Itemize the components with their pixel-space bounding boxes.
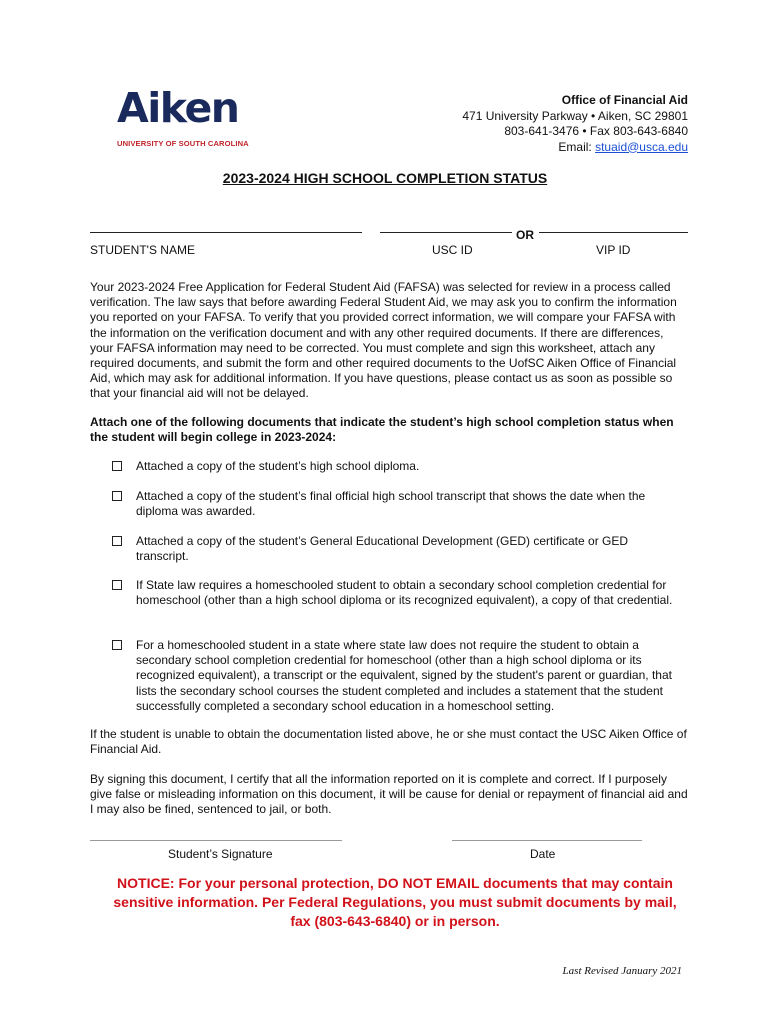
vip-id-field[interactable] — [539, 232, 688, 233]
option-text: Attached a copy of the student’s General Educational Development (GED) certificate or GED transcript. — [136, 534, 629, 564]
option-text: Attached a copy of the student’s final official high school transcript that shows the date when the diploma was awarded. — [136, 489, 646, 519]
office-title: Office of Financial Aid — [561, 93, 688, 107]
student-name-field[interactable] — [90, 232, 362, 233]
or-label: OR — [516, 228, 534, 242]
checkbox[interactable] — [112, 461, 122, 471]
office-email-row — [462, 140, 688, 156]
attach-heading: Attach one of the following documents that indicate the student’s high school completion status when the student will begin college in 2023-2024: — [90, 415, 674, 445]
checkbox[interactable] — [112, 491, 122, 501]
last-revised: Last Revised January 2021 — [562, 965, 682, 977]
checkbox[interactable] — [112, 536, 122, 546]
document-title: 2023-2024 HIGH SCHOOL COMPLETION STATUS — [222, 170, 548, 186]
logo-wordmark: Aiken — [117, 84, 239, 132]
student-signature-label: Student’s Signature — [168, 847, 273, 861]
option-text: For a homeschooled student in a state where state law does not require the student to obtain a secondary school completion credential for homeschool (other than a high school diploma or its recognized equivalent), a transcript or the equivalent, signed by the student's parent or guardian, that lists the secondary school courses the student completed and includes a statement that the student successfully completed a secondary school education in a homeschool setting. — [136, 638, 672, 713]
date-label: Date — [530, 847, 556, 861]
student-name-label: STUDENT'S NAME — [90, 243, 195, 257]
notice-warning: NOTICE: For your personal protection, DO NOT EMAIL documents that may contain sensitive information. Per Federal Regulations, you must submit documents by mail, fax (803-643-6840) or in person. — [113, 875, 677, 929]
office-contact-block — [462, 93, 688, 155]
option-text: If State law requires a homeschooled student to obtain a secondary school completion credential for homeschool (other than a high school diploma or its recognized equivalent), a copy of that credential. — [136, 578, 673, 608]
email-link[interactable]: stuaid@usca.edu — [595, 139, 688, 154]
date-field[interactable] — [452, 840, 642, 841]
checkbox[interactable] — [112, 640, 122, 650]
usc-id-label: USC ID — [432, 243, 473, 257]
student-signature-field[interactable] — [90, 840, 342, 841]
office-phone-fax: 803-641-3476 • Fax 803-643-6840 — [504, 124, 688, 138]
option-text: Attached a copy of the student’s high school diploma. — [136, 459, 420, 473]
intro-paragraph: Your 2023-2024 Free Application for Federal Student Aid (FAFSA) was selected for review in a process called verification. The law says that before awarding Federal Student Aid, we may ask you to confirm the information you reported on your FAFSA. To verify that you provided correct information, we will compare your FAFSA with the information on the verification document and with any other required documents. If there are differences, your FAFSA information may need to be corrected. You must complete and sign this worksheet, attach any required documents, and submit the form and other required documents to the UofSC Aiken Office of Financial Aid, which may ask for additional information. If you have questions, please contact us as soon as possible so that your financial aid will not be delayed. — [90, 280, 677, 401]
certify-paragraph: By signing this document, I certify that all the information reported on it is complete and correct. If I purposely give false or misleading information on this document, it will be cause for denial or repayment of financial aid and I may also be fined, sentenced to jail, or both. — [90, 772, 688, 817]
checkbox[interactable] — [112, 580, 122, 590]
office-address: 471 University Parkway • Aiken, SC 29801 — [462, 108, 688, 123]
aiken-logo — [117, 84, 267, 152]
logo-subtitle: UNIVERSITY OF SOUTH CAROLINA — [117, 139, 249, 148]
unable-paragraph: If the student is unable to obtain the documentation listed above, he or she must contact the USC Aiken Office of Financial Aid. — [90, 727, 687, 757]
email-label: Email: — [558, 139, 596, 154]
usc-id-field[interactable] — [380, 232, 512, 233]
vip-id-label: VIP ID — [596, 243, 631, 257]
